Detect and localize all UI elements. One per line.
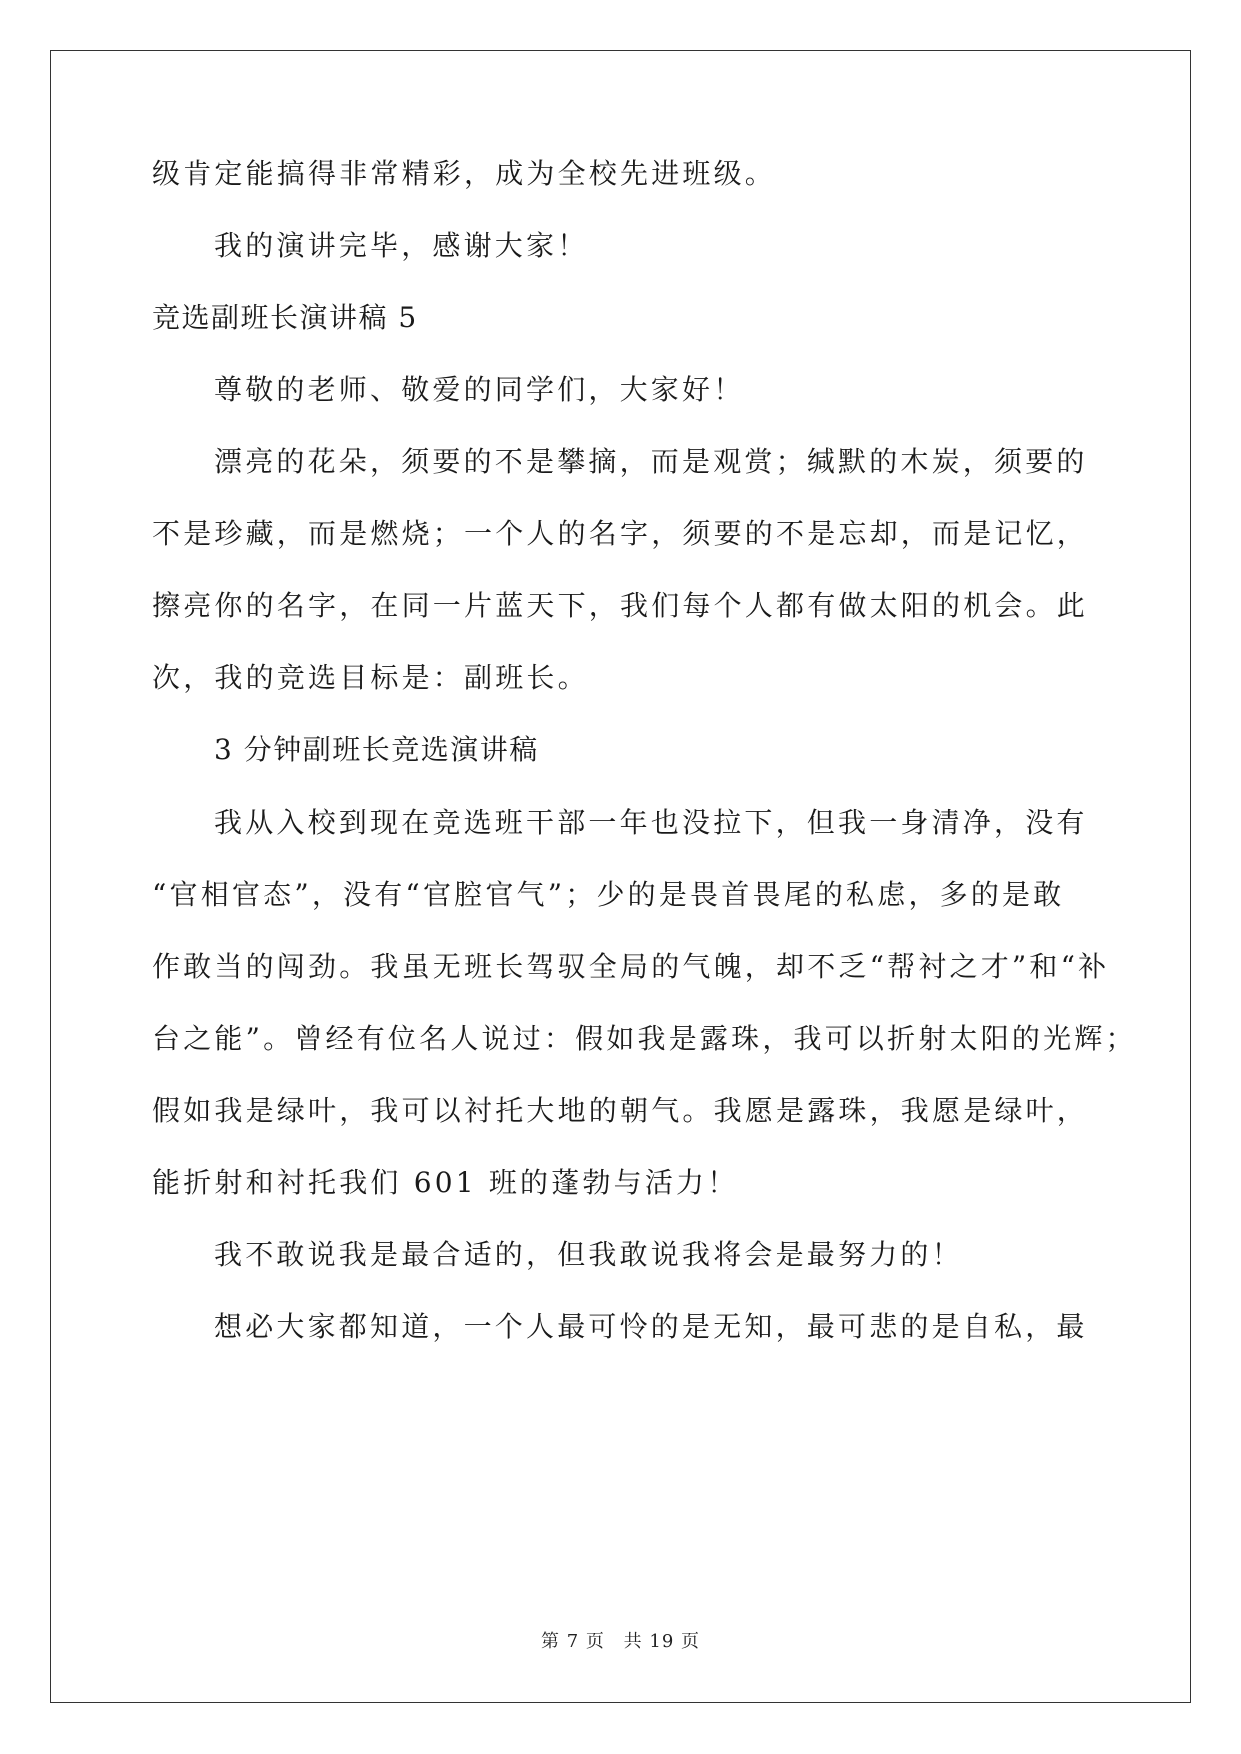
paragraph-line: 级肯定能搞得非常精彩，成为全校先进班级。 [152, 157, 777, 190]
section-heading: 竞选副班长演讲稿 5 [152, 301, 418, 334]
page-footer [0, 1630, 1241, 1654]
paragraph-line: 尊敬的老师、敬爱的同学们，大家好！ [214, 373, 745, 406]
paragraph-line: 能折射和衬托我们 601 班的蓬勃与活力！ [152, 1166, 739, 1199]
subheading: 3 分钟副班长竞选演讲稿 [214, 733, 539, 766]
paragraph-line: 我从入校到现在竞选班干部一年也没拉下，但我一身清净，没有 [214, 806, 1088, 839]
paragraph-line: 漂亮的花朵，须要的不是攀摘，而是观赏；缄默的木炭，须要的 [214, 445, 1088, 478]
paragraph-line: 我的演讲完毕，感谢大家！ [214, 229, 589, 262]
paragraph-line: 假如我是绿叶，我可以衬托大地的朝气。我愿是露珠，我愿是绿叶， [152, 1094, 1089, 1127]
paragraph-line: 作敢当的闯劲。我虽无班长驾驭全局的气魄，却不乏“帮衬之才”和“补 [152, 950, 1110, 983]
paragraph-line: 次，我的竞选目标是：副班长。 [152, 661, 589, 694]
page-number: 第 7 页 [541, 1631, 605, 1652]
page-total: 共 19 页 [623, 1631, 700, 1652]
paragraph-line: 不是珍藏，而是燃烧；一个人的名字，须要的不是忘却，而是记忆， [152, 517, 1089, 550]
paragraph-line: 台之能”。曾经有位名人说过：假如我是露珠，我可以折射太阳的光辉； [152, 1022, 1137, 1055]
paragraph-line: 想必大家都知道，一个人最可怜的是无知，最可悲的是自私，最 [214, 1310, 1088, 1343]
paragraph-line: 擦亮你的名字，在同一片蓝天下，我们每个人都有做太阳的机会。此 [152, 589, 1089, 622]
paragraph-line: “官相官态”，没有“官腔官气”；少的是畏首畏尾的私虑，多的是敢 [152, 878, 1065, 911]
paragraph-line: 我不敢说我是最合适的，但我敢说我将会是最努力的！ [214, 1238, 963, 1271]
